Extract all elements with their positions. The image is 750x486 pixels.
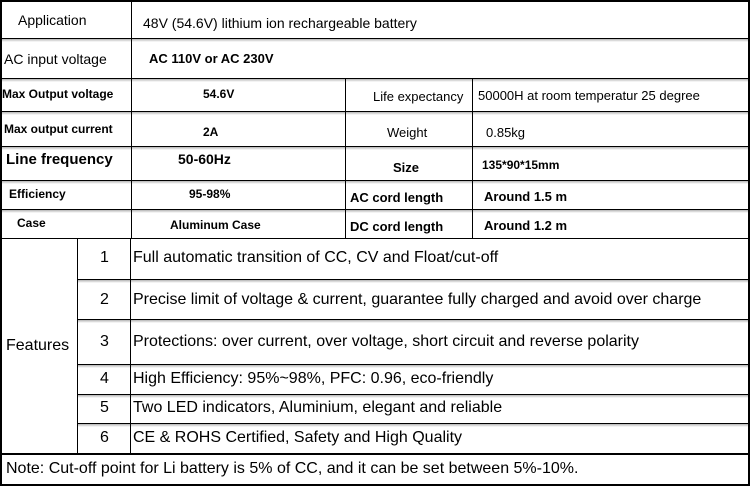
column-divider xyxy=(77,238,78,453)
size-label: Size xyxy=(393,160,420,175)
row-divider xyxy=(78,364,750,365)
row-divider xyxy=(0,453,750,455)
ac-cord-length-value: Around 1.5 m xyxy=(484,189,568,204)
case-value: Aluminum Case xyxy=(170,218,261,232)
row-divider xyxy=(0,111,750,112)
column-divider xyxy=(472,78,473,238)
column-divider xyxy=(131,0,132,238)
efficiency-label: Efficiency xyxy=(9,187,66,201)
line-frequency-value: 50-60Hz xyxy=(178,151,231,167)
dc-cord-length-label: DC cord length xyxy=(350,219,444,234)
column-divider xyxy=(345,78,346,238)
row-divider xyxy=(0,238,750,239)
max-output-current-label: Max output current xyxy=(4,122,113,136)
feature-text: Full automatic transition of CC, CV and Float/cut-off xyxy=(133,249,499,266)
ac-input-voltage-value: AC 110V or AC 230V xyxy=(149,51,274,66)
table-border-left xyxy=(0,0,2,486)
life-expectancy-value: 50000H at room temperatur 25 degree xyxy=(478,88,700,103)
feature-text: High Efficiency: 95%~98%, PFC: 0.96, eco-friendly xyxy=(133,370,494,387)
life-expectancy-label: Life expectancy xyxy=(373,89,464,104)
ac-cord-length-label: AC cord length xyxy=(350,190,444,205)
weight-value: 0.85kg xyxy=(486,125,526,140)
case-label: Case xyxy=(17,216,46,230)
efficiency-value: 95-98% xyxy=(189,187,231,201)
feature-number: 2 xyxy=(100,291,109,308)
feature-number: 5 xyxy=(100,399,109,416)
feature-number: 6 xyxy=(100,429,109,446)
ac-input-voltage-label: AC input voltage xyxy=(4,51,107,67)
row-divider xyxy=(0,146,750,147)
row-divider xyxy=(78,279,750,280)
feature-text: CE & ROHS Certified, Safety and High Quality xyxy=(133,429,463,446)
row-divider xyxy=(0,180,750,181)
weight-label: Weight xyxy=(387,125,428,140)
max-output-voltage-label: Max Output voltage xyxy=(2,87,114,101)
table-border-top xyxy=(0,0,750,2)
features-label: Features xyxy=(6,337,70,354)
note-text: Note: Cut-off point for Li battery is 5% of CC, and it can be set between 5%-10%. xyxy=(6,460,579,477)
row-divider xyxy=(78,394,750,395)
row-divider xyxy=(0,209,750,210)
feature-text: Protections: over current, over voltage, short circuit and reverse polarity xyxy=(133,333,639,350)
row-divider xyxy=(0,38,750,39)
feature-number: 1 xyxy=(100,249,109,266)
column-divider xyxy=(130,238,131,453)
application-label: Application xyxy=(18,12,87,28)
dc-cord-length-value: Around 1.2 m xyxy=(484,218,568,233)
line-frequency-label: Line frequency xyxy=(6,151,113,168)
row-divider xyxy=(78,319,750,320)
feature-text: Two LED indicators, Aluminium, elegant and reliable xyxy=(133,399,503,416)
row-divider xyxy=(78,423,750,424)
feature-number: 4 xyxy=(100,370,109,387)
feature-text: Precise limit of voltage & current, guarantee fully charged and avoid over charge xyxy=(133,291,702,308)
max-output-current-value: 2A xyxy=(203,125,219,139)
row-divider xyxy=(0,78,750,79)
application-value: 48V (54.6V) lithium ion rechargeable battery xyxy=(143,15,417,31)
size-value: 135*90*15mm xyxy=(482,158,560,172)
feature-number: 3 xyxy=(100,333,109,350)
max-output-voltage-value: 54.6V xyxy=(203,87,235,101)
